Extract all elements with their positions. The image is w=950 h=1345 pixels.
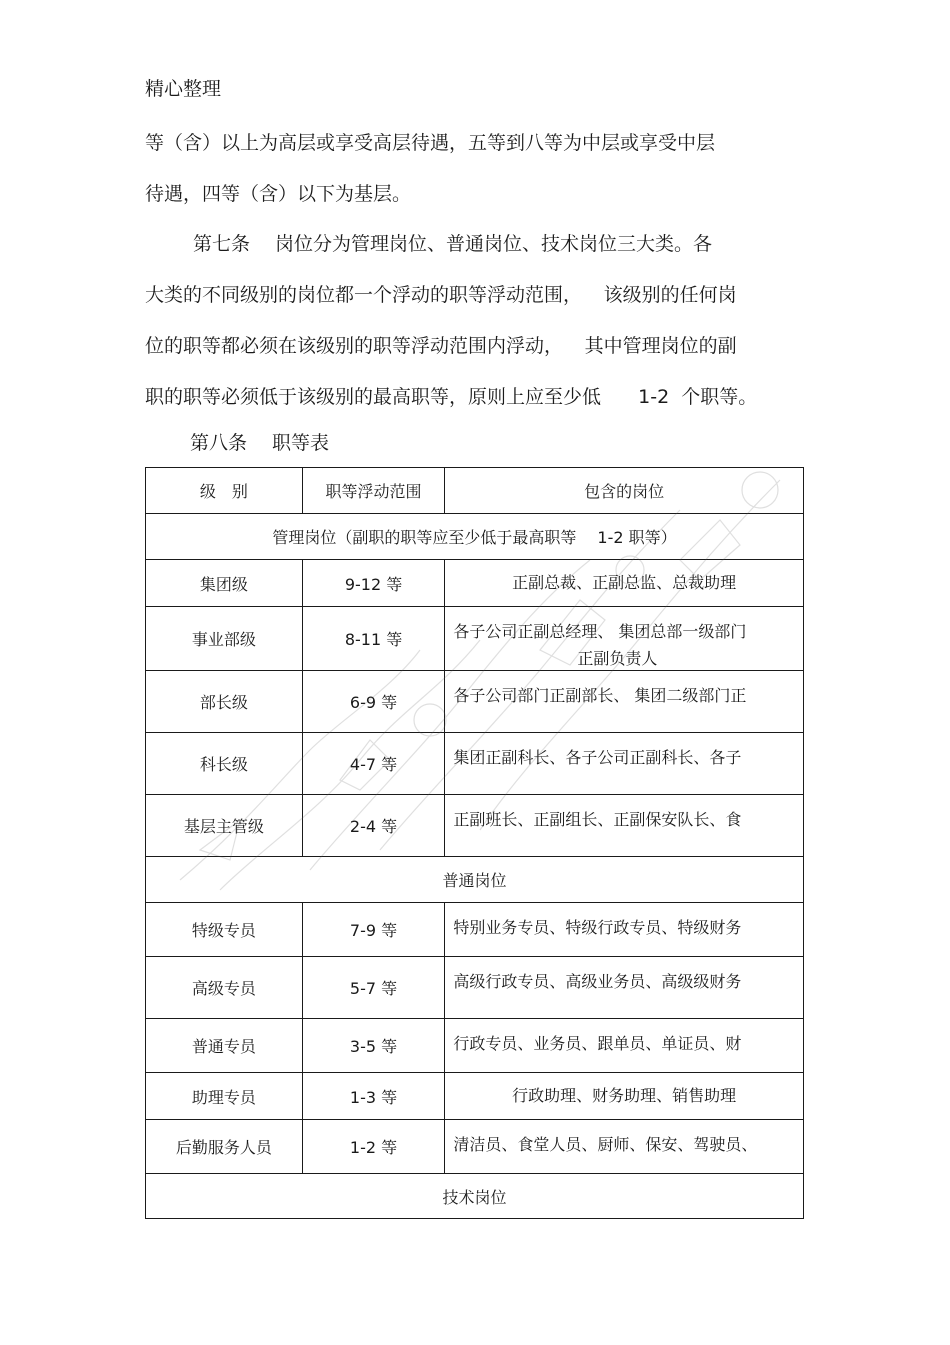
article-8-title: 第八条 职等表: [190, 432, 330, 454]
cell-level: 集团级: [146, 560, 303, 607]
text-line: 大类的不同级别的岗位都一个浮动的职等浮动范围， 该级别的任何岗: [145, 284, 737, 306]
page-header: 精心整理: [145, 78, 222, 100]
table-row: [146, 957, 804, 1019]
paragraph-grade-tiers: [145, 118, 815, 220]
cell-level: 助理专员: [146, 1073, 303, 1120]
cell-level: 普通专员: [146, 1019, 303, 1073]
table-row: [146, 1019, 804, 1073]
header-range: 职等浮动范围: [302, 468, 445, 514]
section-row: [146, 1174, 804, 1219]
cell-range: 1-2 等: [302, 1120, 445, 1174]
table-row: [146, 607, 804, 671]
cell-positions-overflow: 正副负责人: [577, 649, 658, 668]
table-row: [146, 1073, 804, 1120]
cell-level: 后勤服务人员: [146, 1120, 303, 1174]
cell-level: 部长级: [146, 671, 303, 733]
cell-range: 9-12 等: [302, 560, 445, 607]
table-row: [146, 795, 804, 857]
table-row: [146, 903, 804, 957]
cell-level: 特级专员: [146, 903, 303, 957]
section-title: 技术岗位: [146, 1174, 804, 1219]
cell-range: 7-9 等: [302, 903, 445, 957]
cell-positions-text: 各子公司正副总经理、 集团总部一级部门: [453, 622, 747, 641]
cell-range: 8-11 等: [302, 607, 445, 671]
section-row: [146, 857, 804, 903]
cell-range: 4-7 等: [302, 733, 445, 795]
cell-range: 3-5 等: [302, 1019, 445, 1073]
grade-table: [145, 467, 804, 1219]
section-title: 管理岗位（副职的职等应至少低于最高职等 1-2 职等）: [146, 514, 804, 560]
cell-range: 5-7 等: [302, 957, 445, 1019]
table-row: [146, 560, 804, 607]
cell-range: 1-3 等: [302, 1073, 445, 1120]
cell-level: 事业部级: [146, 607, 303, 671]
header-level: 级 别: [146, 468, 303, 514]
cell-positions: 特别业务专员、特级行政专员、特级财务: [445, 903, 804, 957]
cell-positions: 行政助理、财务助理、销售助理: [445, 1073, 804, 1120]
cell-positions: 正副总裁、正副总监、总裁助理: [445, 560, 804, 607]
text-line: 位的职等都必须在该级别的职等浮动范围内浮动， 其中管理岗位的副: [145, 335, 737, 357]
section-row: [146, 514, 804, 560]
cell-positions: 清洁员、食堂人员、厨师、保安、驾驶员、: [445, 1120, 804, 1174]
table-row: [146, 671, 804, 733]
paragraph-article-7: [145, 219, 815, 423]
section-title: 普通岗位: [146, 857, 804, 903]
cell-positions: 行政专员、业务员、跟单员、单证员、财: [445, 1019, 804, 1073]
cell-positions: [445, 607, 804, 671]
cell-positions: 集团正副科长、各子公司正副科长、各子: [445, 733, 804, 795]
cell-level: 高级专员: [146, 957, 303, 1019]
header-positions: 包含的岗位: [445, 468, 804, 514]
table-row: [146, 1120, 804, 1174]
table-row: [146, 733, 804, 795]
cell-positions: 各子公司部门正副部长、 集团二级部门正: [445, 671, 804, 733]
cell-range: 2-4 等: [302, 795, 445, 857]
cell-positions: 高级行政专员、高级业务员、高级级财务: [445, 957, 804, 1019]
text-line: 第七条 岗位分为管理岗位、普通岗位、技术岗位三大类。各: [193, 233, 713, 255]
text-line: 等（含）以上为高层或享受高层待遇，五等到八等为中层或享受中层: [145, 132, 716, 154]
cell-positions: 正副班长、正副组长、正副保安队长、食: [445, 795, 804, 857]
cell-range: 6-9 等: [302, 671, 445, 733]
cell-level: 基层主管级: [146, 795, 303, 857]
table-header-row: [146, 468, 804, 514]
cell-level: 科长级: [146, 733, 303, 795]
text-line: 待遇，四等（含）以下为基层。: [145, 183, 412, 205]
text-line: 职的职等必须低于该级别的最高职等，原则上应至少低 1-2 个职等。: [145, 386, 758, 408]
